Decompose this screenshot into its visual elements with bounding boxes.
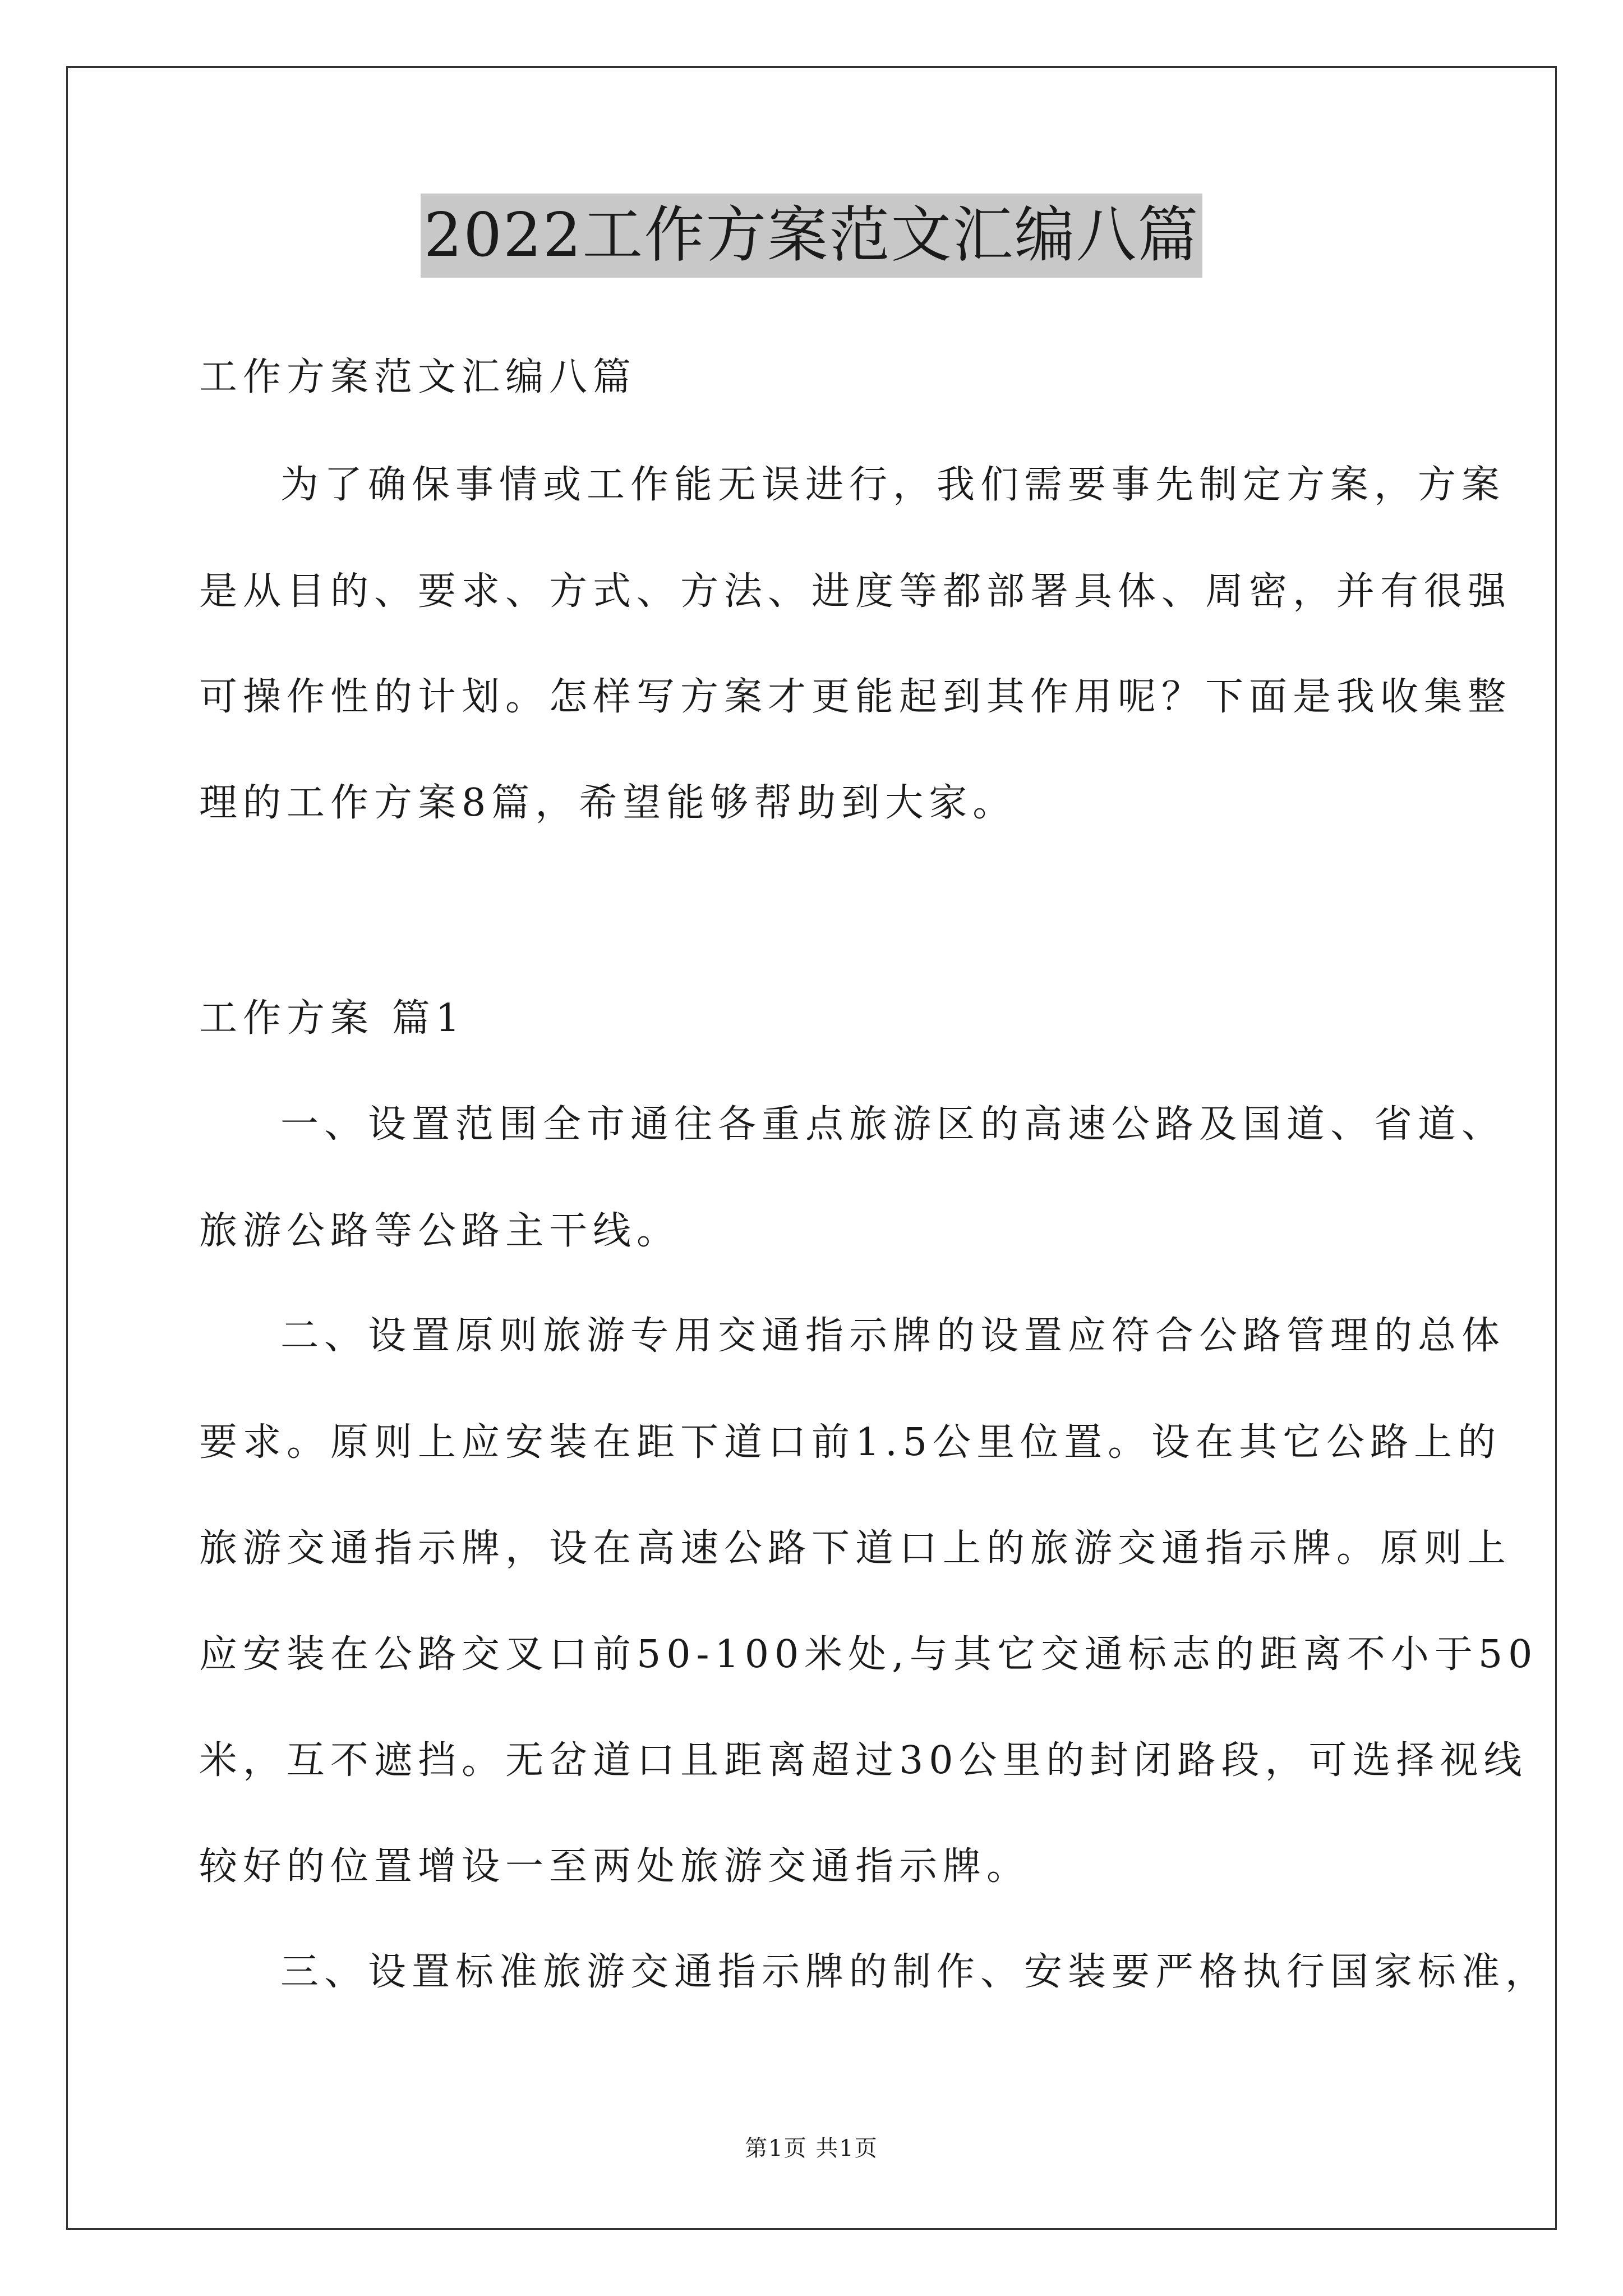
- page-footer: 第1页 共1页: [745, 2136, 878, 2161]
- document-title: 2022工作方案范文汇编八篇: [421, 194, 1203, 278]
- intro-line-1: 为了确保事情或工作能无误进行，我们需要事先制定方案，方案: [280, 463, 1506, 507]
- section-heading: 工作方案 篇1: [199, 996, 465, 1041]
- intro-line-4: 理的工作方案8篇，希望能够帮助到大家。: [199, 781, 1017, 825]
- para3-line-1: 三、设置标准旅游交通指示牌的制作、安装要严格执行国家标准，: [280, 1950, 1550, 1994]
- para2-line-5: 米，互不遮挡。无岔道口且距离超过30公里的封闭路段，可选择视线: [199, 1738, 1528, 1783]
- document-subtitle: 工作方案范文汇编八篇: [199, 355, 637, 399]
- para2-line-3: 旅游交通指示牌，设在高速公路下道口上的旅游交通指示牌。原则上: [199, 1526, 1512, 1571]
- para1-line-1: 一、设置范围全市通往各重点旅游区的高速公路及国道、省道、: [280, 1102, 1506, 1147]
- intro-line-2: 是从目的、要求、方式、方法、进度等都部署具体、周密，并有很强: [199, 569, 1512, 614]
- title-container: [0, 194, 1623, 278]
- para1-line-2: 旅游公路等公路主干线。: [199, 1209, 681, 1253]
- para2-line-1: 二、设置原则旅游专用交通指示牌的设置应符合公路管理的总体: [280, 1314, 1506, 1358]
- intro-line-3: 可操作性的计划。怎样写方案才更能起到其作用呢？下面是我收集整: [199, 675, 1512, 719]
- para2-line-4: 应安装在公路交叉口前50-100米处,与其它交通标志的距离不小于50: [199, 1632, 1538, 1677]
- para2-line-6: 较好的位置增设一至两处旅游交通指示牌。: [199, 1844, 1031, 1889]
- para2-line-2: 要求。原则上应安装在距下道口前1.5公里位置。设在其它公路上的: [199, 1420, 1502, 1465]
